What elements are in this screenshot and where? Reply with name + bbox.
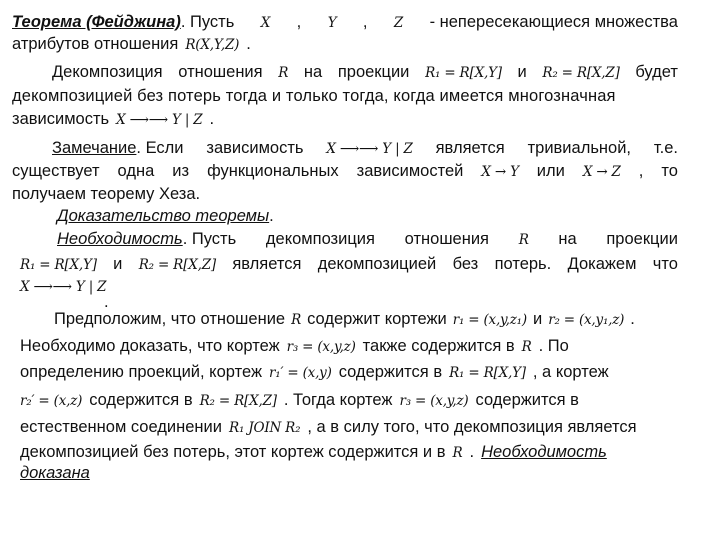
theorem-line-5: зависимость X ⟶⟶ Y | Z . xyxy=(12,109,678,131)
proof-line-5: естественном соединении R₁ JOIN R₂ , а в силу того, что декомпозиция является xyxy=(20,418,637,436)
proof-title: Доказательство теоремы xyxy=(57,207,270,225)
proof-line-6: декомпозицией без потерь, этот кортеж содержится и в R . Необходимость xyxy=(20,443,607,461)
theorem-title: Теорема (Фейджина) xyxy=(12,13,181,31)
theorem-line-2: атрибутов отношения R(X,Y,Z) . xyxy=(12,34,678,56)
proof-line-3: определению проекций, кортеж r₁′ = (x,y) содержится в R₁ = R[X,Y] , а кортеж xyxy=(20,363,609,381)
remark-line-3: получаем теорему Хеза. xyxy=(12,185,201,203)
necessity-end-label: Необходимость xyxy=(481,443,607,461)
theorem-line-4: декомпозицией без потерь тогда и только тогда, когда имеется многозначная xyxy=(12,87,616,105)
math-projection-1: R₁ = R[X,Y] xyxy=(425,65,502,81)
theorem-line-3: Декомпозиция отношения R на проекции R₁ = R[X,Y] и R₂ = R[X,Z] будет xyxy=(52,62,678,84)
necessity-line-1: Необходимость. Пусть декомпозиция отношения R на проекции xyxy=(57,230,678,248)
necessity-line-3-dot: . xyxy=(104,293,109,311)
proof-line-7 xyxy=(20,463,686,484)
necessity-line-3: X ⟶⟶ Y | Z xyxy=(20,279,107,295)
remark-line-2: существует одна из функциональных зависимостей X → Y или X → Z , то xyxy=(12,162,678,180)
remark-label: Замечание xyxy=(52,139,137,157)
proof-end-label: доказана xyxy=(20,464,90,482)
necessity-label: Необходимость xyxy=(57,230,183,248)
proof-line-4: r₂′ = (x,z) содержится в R₂ = R[X,Z] . Тогда кортеж r₃ = (x,y,z) содержится в xyxy=(20,391,579,409)
math-y: Y xyxy=(327,15,337,31)
proof-line-1: Предположим, что отношение R содержит кортежи r₁ = (x,y,z₁) и r₂ = (x,y₁,z) . xyxy=(54,310,635,328)
theorem-line-1: Теорема (Фейджина). Пусть X , Y , Z - непересекающиеся множества xyxy=(12,12,678,34)
math-z: Z xyxy=(393,15,404,31)
necessity-line-2: R₁ = R[X,Y] и R₂ = R[X,Z] является декомпозицией без потерь. Докажем что xyxy=(20,255,678,273)
proof-title-line: Доказательство теоремы . xyxy=(57,207,274,225)
math-projection-2: R₂ = R[X,Z] xyxy=(542,65,620,81)
proof-line-2: Необходимо доказать, что кортеж r₃ = (x,y,z) также содержится в R . По xyxy=(20,337,569,355)
remark-line-1: Замечание. Если зависимость X ⟶⟶ Y | Z является тривиальной, т.е. xyxy=(52,139,678,157)
math-x: X xyxy=(260,15,271,31)
math-mvd: X ⟶⟶ Y | Z xyxy=(116,112,203,128)
math-relation: R(X,Y,Z) xyxy=(185,37,240,53)
